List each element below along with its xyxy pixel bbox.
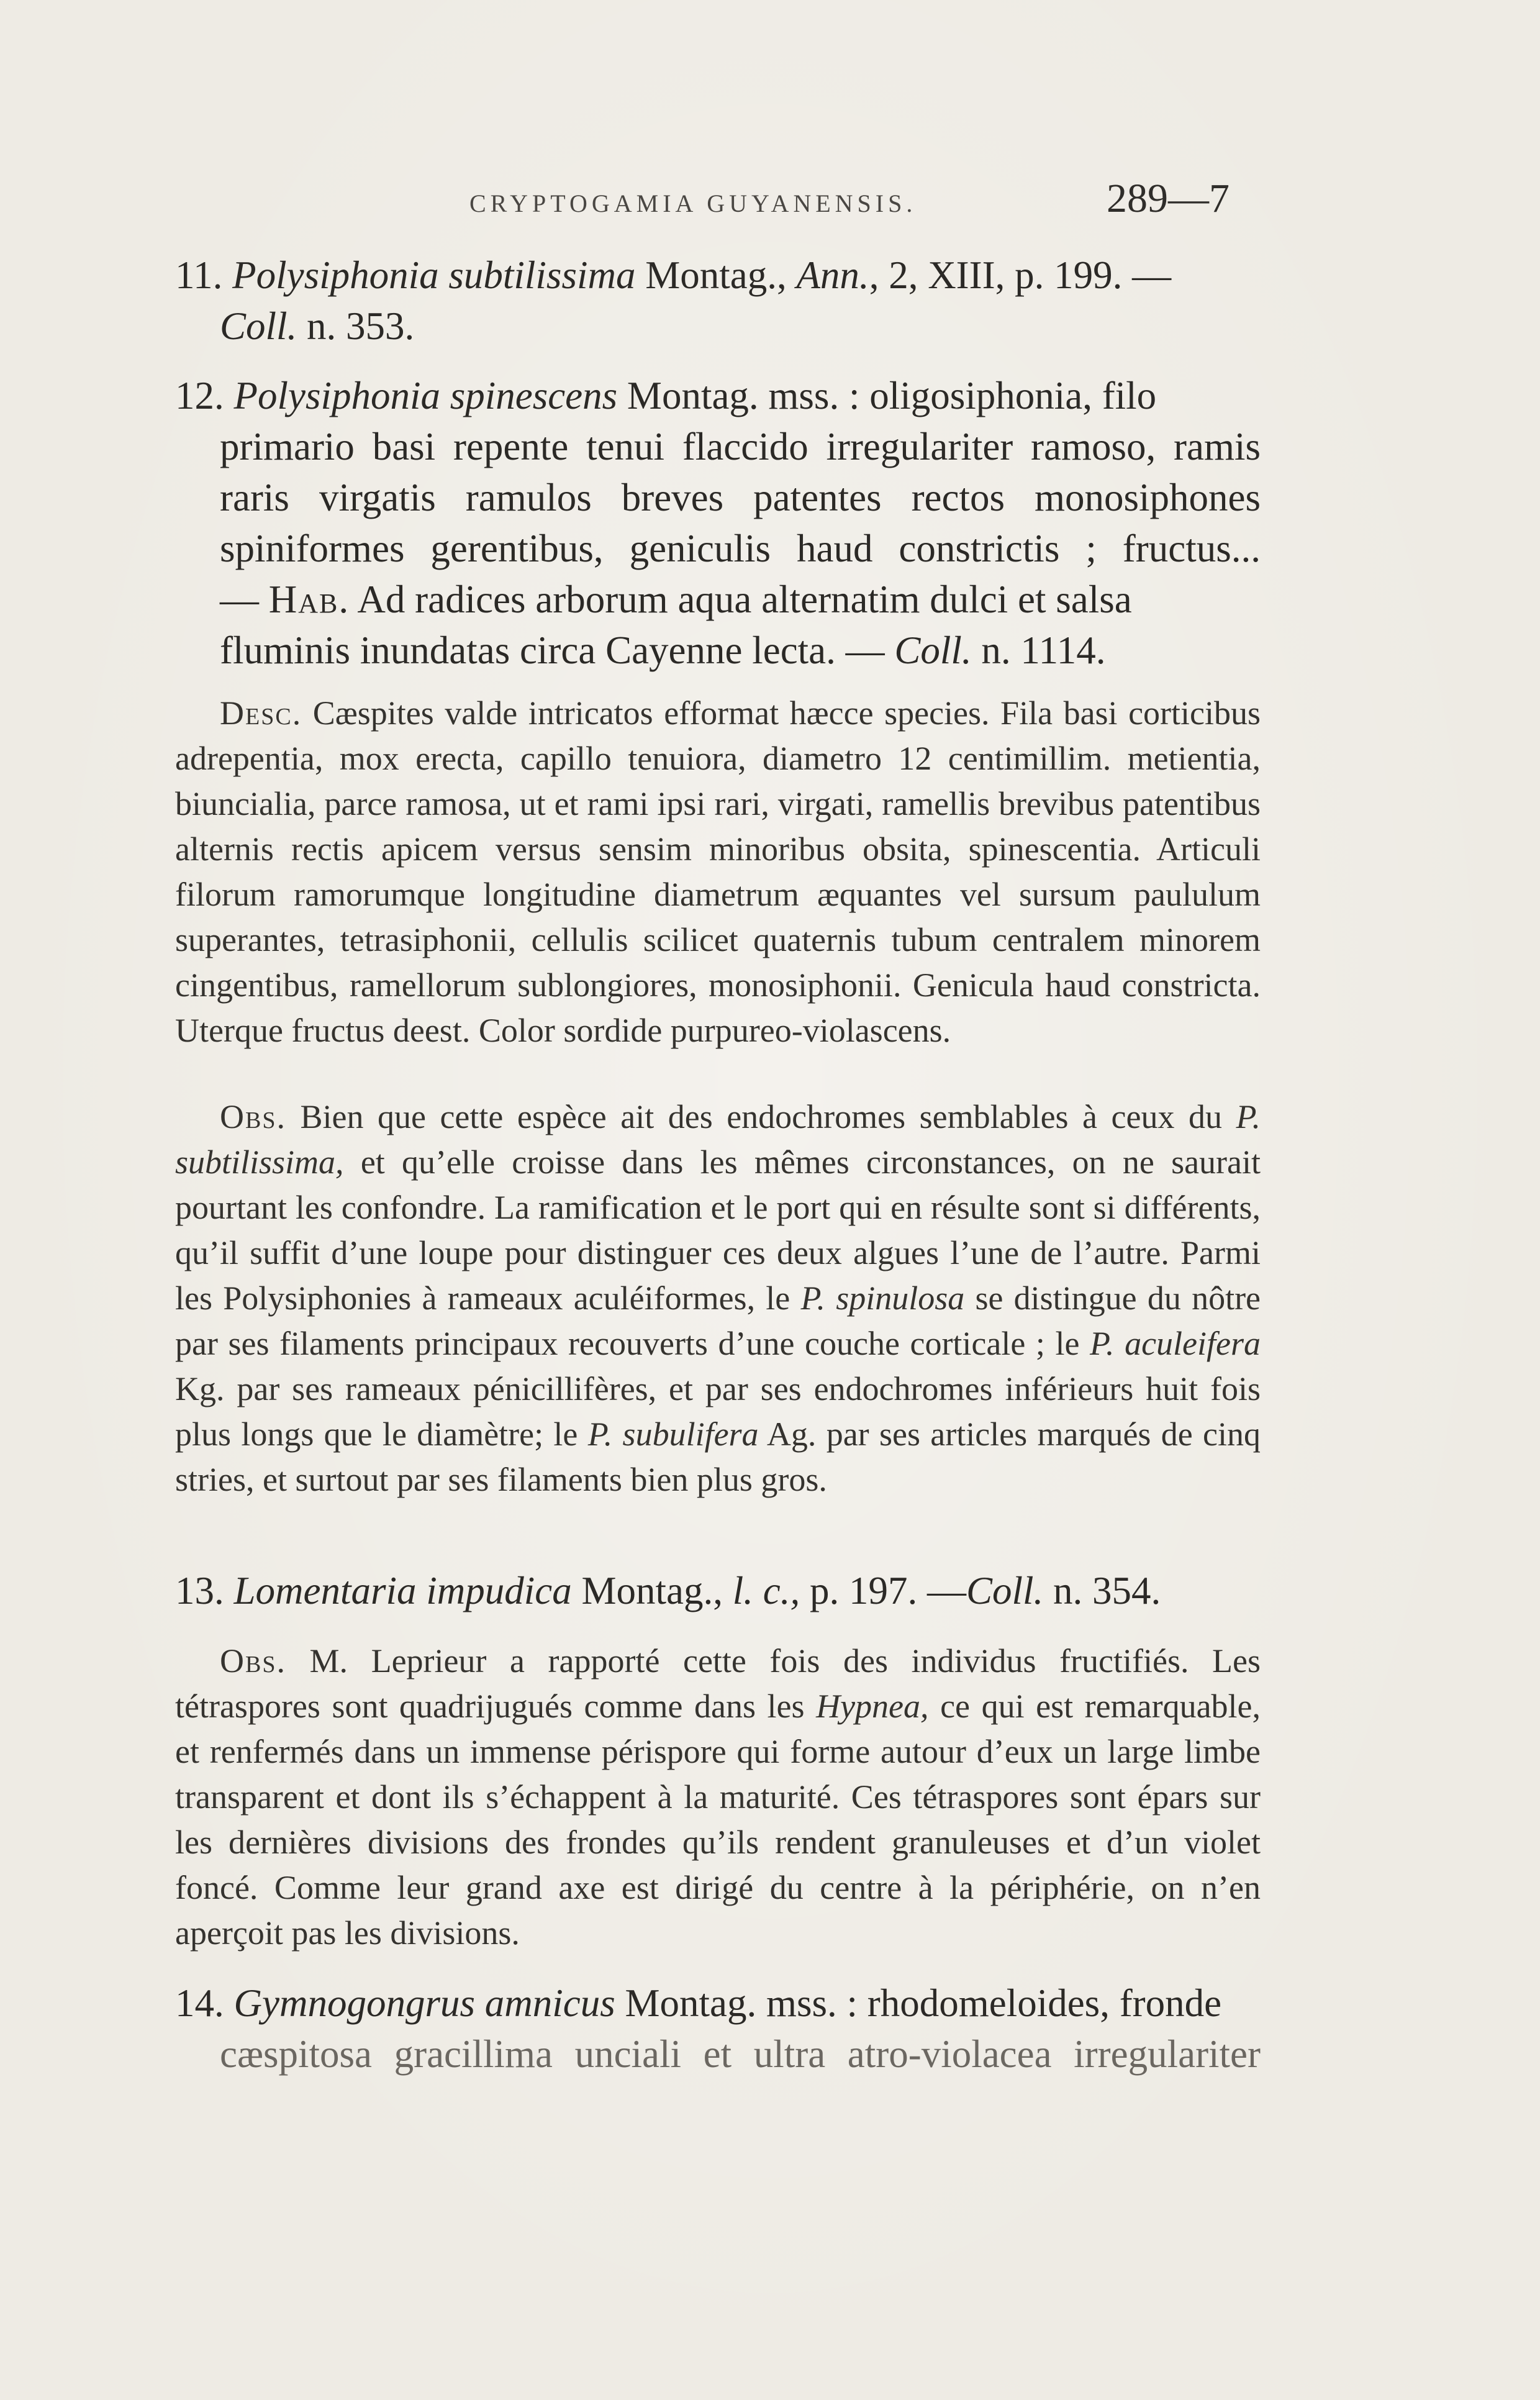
entry-13-author: Montag.,: [581, 1569, 723, 1612]
entry-11-coll-label: Coll.: [220, 304, 297, 348]
entry-12-coll-number: n. 1114.: [981, 629, 1106, 672]
description-paragraph: [175, 691, 1261, 1053]
entry-11-number: 11.: [175, 253, 223, 297]
entry-12-coll-label: Coll.: [894, 629, 972, 672]
desc-label: Desc.: [220, 694, 302, 732]
running-head-title: CRYPTOGAMIA GUYANENSIS.: [469, 189, 917, 217]
obs-1-text-2: et qu’elle croisse dans les mêmes circonstances, on ne saurait pourtant les confondre. La ramification et le port qui en résulte sont si différents, qu’il suffit d’une loupe pour distinguer ces deux algues l’une de l’autre. Parmi les Polysiphonies à rameaux aculéiformes, le: [175, 1143, 1261, 1317]
description-text-block: [175, 691, 1261, 1053]
entry-12-line-1: [175, 370, 1261, 421]
entry-11-journal: Ann.: [796, 253, 869, 297]
entry-11-coll-number: n. 353.: [307, 304, 415, 348]
obs-2-text-1: M. Leprieur a rapporté cette fois des individus fructifiés. Les tétraspores sont quadrijugués comme dans les: [175, 1642, 1261, 1725]
entry-12-species-name: Polysiphonia spinescens: [233, 374, 618, 417]
entry-14: [175, 1978, 1261, 2080]
entry-12-number: 12.: [175, 374, 224, 417]
entry-14-heading: [175, 1978, 1261, 2080]
obs-1-species-2: P. spinulosa: [800, 1280, 965, 1317]
page-number: 289—7: [1107, 176, 1230, 221]
entry-12: [175, 370, 1261, 676]
obs-1-species-3: P. aculeifera: [1090, 1325, 1261, 1362]
entry-12-hab-dash: —: [220, 578, 259, 621]
entry-14-line-1: [175, 1978, 1261, 2029]
observation-2-text-block: [175, 1639, 1261, 1956]
entry-13-heading: [175, 1565, 1261, 1616]
entry-12-line-2: primario basi repente tenui flaccido irregulariter ramoso, ramis: [220, 425, 1261, 468]
obs-1-label: Obs.: [220, 1098, 286, 1135]
entry-11: [175, 250, 1261, 352]
entry-12-line-5: [175, 574, 1261, 625]
entry-14-line-2: cæspitosa gracillima unciali et ultra atro-violacea irregulariter: [220, 2032, 1261, 2076]
entry-13-number: 13.: [175, 1569, 224, 1612]
entry-13-coll-label: Coll.: [966, 1569, 1044, 1612]
obs-1-text-5: Ag. par ses articles marqués de cinq stries, et surtout par ses filaments bien plus gros.: [175, 1416, 1261, 1498]
entry-12-habitat-end: fluminis inundatas circa Cayenne lecta. —: [220, 629, 885, 672]
observation-1: [175, 1094, 1261, 1502]
entry-14-number: 14.: [175, 1981, 224, 2025]
observation-1-text-block: [175, 1094, 1261, 1502]
obs-1-text-4: Kg. par ses rameaux pénicillifères, et par ses endochromes inférieurs huit fois plus longs que le diamètre; le: [175, 1370, 1261, 1453]
entry-12-line-6: [175, 625, 1261, 676]
entry-12-line-4: spiniformes gerentibus, geniculis haud constrictis ; fructus...: [220, 527, 1261, 570]
obs-2-genus: Hypnea,: [816, 1688, 929, 1725]
desc-text: Cæspites valde intricatos efformat hæcce species. Fila basi corticibus adrepentia, mox erecta, capillo tenuiora, diametro 12 centimillim. metientia, biuncialia, parce ramosa, ut et rami ipsi rari, virgati, ramellis brevibus patentibus alternis rectis apicem versus sensim minoribus obsita, spinescentia. Articuli filorum ramorumque longitudine diametrum æquantes vel sursum paululum superantes, tetrasiphonii, cellulis scilicet quaternis tubum centralem minorem cingentibus, ramellorum sublongiores, monosiphonii. Genicula haud constricta. Uterque fructus deest. Color sordide purpureo-violascens.: [175, 694, 1261, 1049]
obs-1-species-4: P. subulifera: [587, 1416, 759, 1453]
entry-13-reference: p. 197. —: [809, 1569, 966, 1612]
entry-13-coll-number: n. 354.: [1053, 1569, 1161, 1612]
entry-11-species-name: Polysiphonia subtilissima: [232, 253, 636, 297]
obs-2-label: Obs.: [220, 1642, 286, 1680]
obs-2-text-2: ce qui est remarquable, et renfermés dans un immense périspore qui forme autour d’eux un large limbe transparent et dont ils s’échappent à la maturité. Ces tétraspores sont épars sur les dernières divisions des frondes qu’ils rendent granuleuses et d’un violet foncé. Comme leur grand axe est dirigé du centre à la périphérie, on n’en aperçoit pas les divisions.: [175, 1688, 1261, 1952]
entry-13: [175, 1565, 1261, 1616]
entry-14-line-1-text: Montag. mss. : rhodomeloides, fronde: [625, 1981, 1222, 2025]
entry-12-line-3: raris virgatis ramulos breves patentes rectos monosiphones: [220, 476, 1261, 519]
entry-14-species-name: Gymnogongrus amnicus: [233, 1981, 615, 2025]
entry-12-hab-label: Hab.: [268, 578, 350, 621]
entry-12-line-1-text: Montag. mss. : oligosiphonia, filo: [627, 374, 1157, 417]
running-head: [0, 175, 1540, 231]
obs-1-text-3: se distingue du nôtre par ses filaments principaux recouverts d’une couche corticale ; le: [175, 1280, 1261, 1362]
entry-11-reference: , 2, XIII, p. 199. —: [869, 253, 1172, 297]
entry-13-species-name: Lomentaria impudica: [233, 1569, 572, 1612]
entry-12-heading: [175, 370, 1261, 676]
obs-1-species-1: P. subtilissima,: [175, 1098, 1261, 1181]
entry-13-reference-abbr: l. c.,: [732, 1569, 800, 1612]
entry-12-habitat-text: Ad radices arborum aqua alternatim dulci et salsa: [357, 578, 1132, 621]
entry-11-author: Montag.,: [645, 253, 787, 297]
obs-1-text-1: Bien que cette espèce ait des endochromes semblables à ceux du: [300, 1098, 1222, 1135]
observation-2: [175, 1639, 1261, 1956]
entry-11-heading: [175, 250, 1261, 352]
